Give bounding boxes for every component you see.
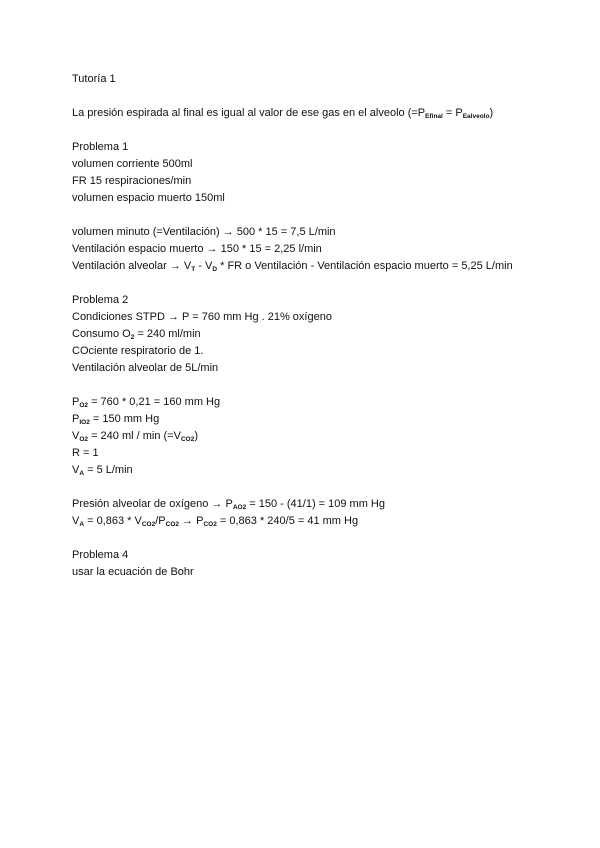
problem2-line: Ventilación alveolar de 5L/min bbox=[72, 362, 219, 374]
problem1-result: Ventilación alveolar → $V_T - V_D$ * FR o Ventilación - Ventilación espacio muerto = 5,25 L/min bbox=[72, 260, 513, 273]
problem2-formula: Presión alveolar de oxígeno → $P_{AO2} = 150 - (41/1) = 109$ mm Hg bbox=[72, 498, 385, 511]
problem2-equation: R = 1 bbox=[72, 447, 99, 459]
problem2-equation: $P_{O2} = 760 * 0,21 = 160$ mm Hg bbox=[72, 396, 221, 409]
problem2-equation: $V_{O2} = 240$ ml / $\min (=V_{CO2})$ bbox=[72, 430, 198, 443]
problem1-result: Ventilación espacio muerto → 150 * 15 = 2,25 l/min bbox=[72, 243, 322, 255]
problem1-line: volumen espacio muerto 150ml bbox=[72, 192, 225, 204]
problem1-line: FR 15 respiraciones/min bbox=[72, 175, 192, 187]
problem1-heading: Problema 1 bbox=[72, 141, 129, 153]
problem2-equation: $P_{IO2} = 150$ mm Hg bbox=[72, 413, 160, 426]
problem2-formula: $V_A = 0,863 * V_{CO2}/P_{CO2} \to P_{CO2} = 0,863 * 240/5 = 41$ mm Hg bbox=[72, 515, 359, 528]
problem2-line: COciente respiratorio de 1. bbox=[72, 345, 204, 357]
problem2-line: Consumo $O_2 = 240$ ml/min bbox=[72, 328, 201, 341]
problem4-line: usar la ecuación de Bohr bbox=[72, 566, 194, 578]
problem4-heading: Problema 4 bbox=[72, 549, 129, 561]
problem2-heading: Problema 2 bbox=[72, 294, 129, 306]
problem2-equation: $V_A = 5$ L/min bbox=[72, 464, 133, 477]
document-page bbox=[72, 71, 572, 581]
doc-title: Tutoría 1 bbox=[72, 73, 116, 85]
problem2-line: Condiciones STPD → P = 760 mm Hg . 21% oxígeno bbox=[72, 311, 332, 323]
intro-text: La presión espirada al final es igual al valor de ese gas en el alveolo $(=P_{Efinal} = P_{Ealveolo})$ bbox=[72, 107, 494, 120]
problem1-line: volumen corriente 500ml bbox=[72, 158, 193, 170]
problem1-result: volumen minuto (=Ventilación) → 500 * 15 = 7,5 L/min bbox=[72, 226, 336, 238]
